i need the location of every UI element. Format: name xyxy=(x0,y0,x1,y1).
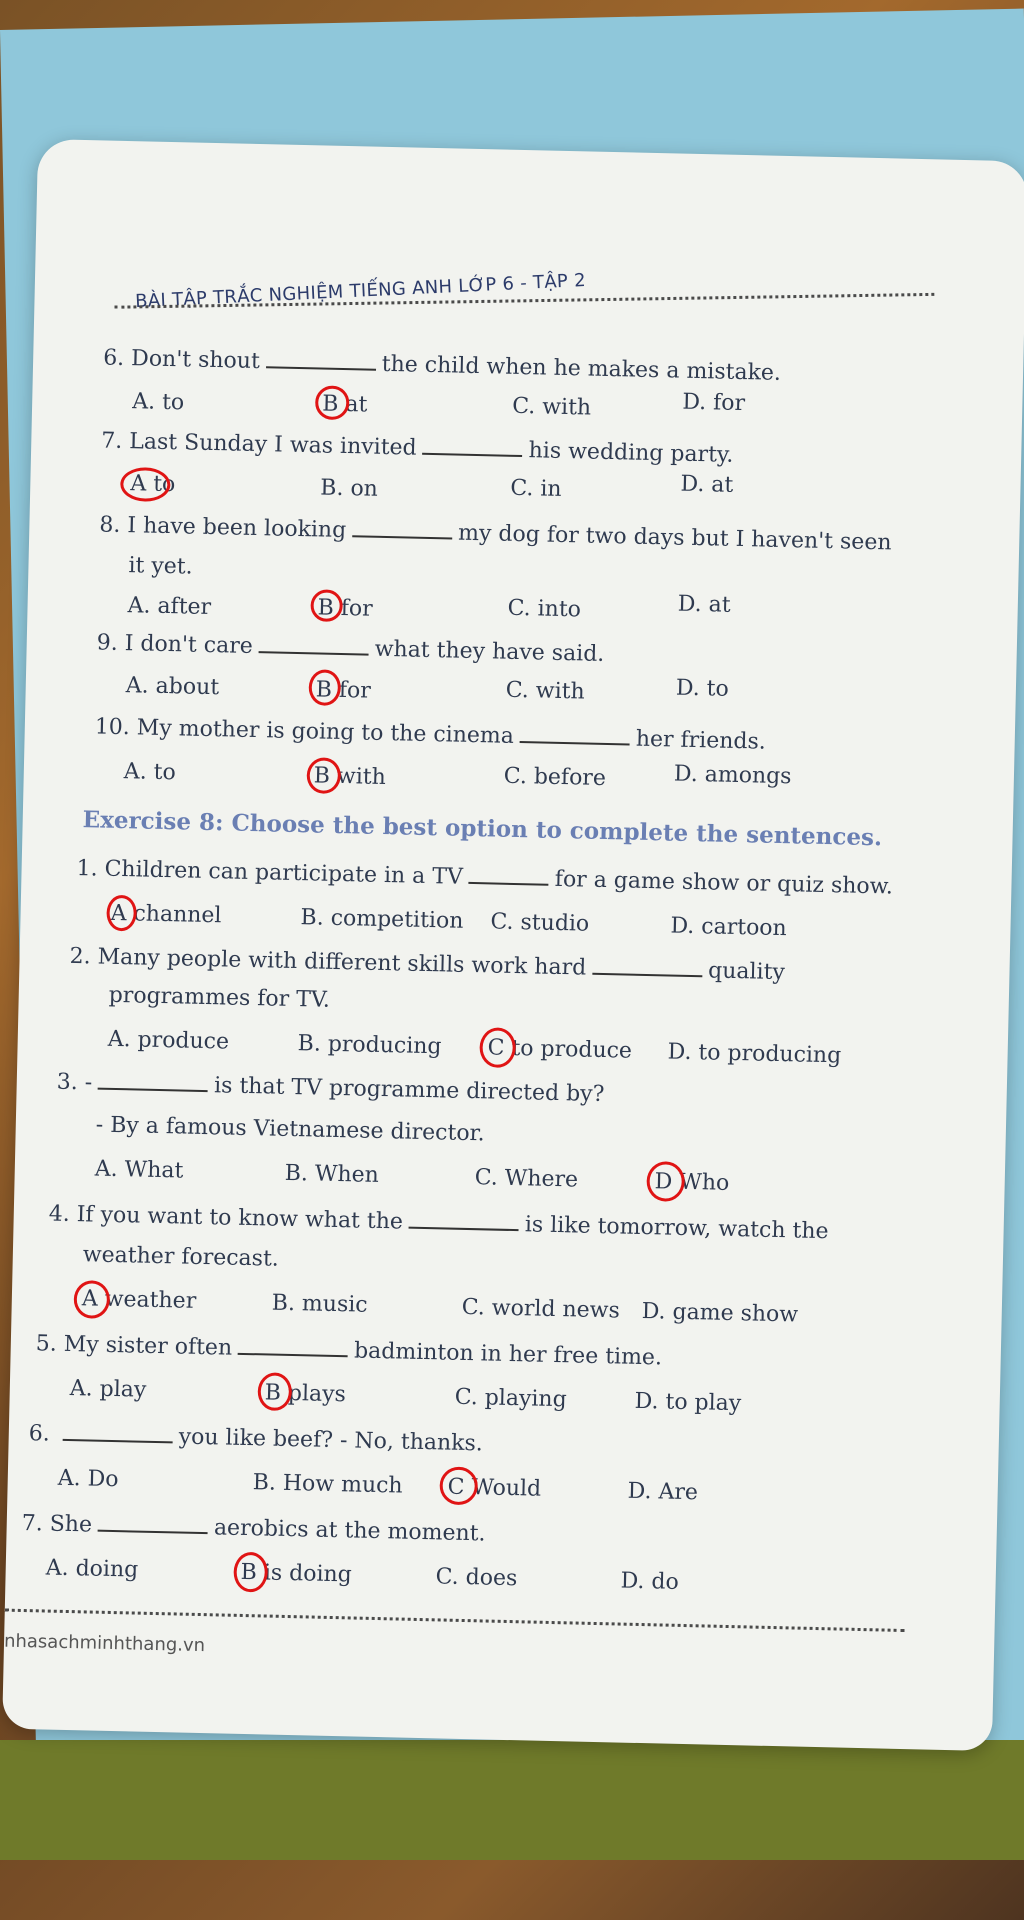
ex8-q1-option-d[interactable]: D. cartoon xyxy=(670,913,788,942)
ex8-question-3: 3. - is that TV programme directed by? xyxy=(56,1069,605,1108)
q9-option-a[interactable]: A. about xyxy=(125,673,220,701)
ex8-q4-option-d[interactable]: D. game show xyxy=(641,1298,799,1328)
ex8-question-1: 1. Children can participate in a TV for a game show or quiz show. xyxy=(76,856,894,900)
q8-option-b[interactable]: B for xyxy=(317,595,373,622)
ex8-q5-option-b[interactable]: B plays xyxy=(264,1380,347,1408)
q7-option-c[interactable]: C. in xyxy=(510,475,562,502)
ex8-q5-option-d[interactable]: D. to play xyxy=(634,1388,742,1417)
question-9: 9. I don't care what they have said. xyxy=(96,630,605,667)
q8-option-d[interactable]: D. at xyxy=(677,591,731,618)
ex8-q3-option-d[interactable]: D Who xyxy=(654,1169,730,1196)
ex8-question-3-continued: - By a famous Vietnamese director. xyxy=(95,1112,485,1147)
ex8-q6-option-d[interactable]: D. Are xyxy=(627,1478,699,1506)
q9-option-d[interactable]: D. to xyxy=(675,675,730,702)
ex8-question-5: 5. My sister often badminton in her free time. xyxy=(35,1331,663,1371)
q6-option-b[interactable]: B at xyxy=(321,391,368,418)
footer-url: nhasachminhthang.vn xyxy=(3,1630,206,1657)
ex8-q1-option-c[interactable]: C. studio xyxy=(490,909,590,937)
ex8-question-7: 7. She aerobics at the moment. xyxy=(21,1510,486,1547)
page-header: BÀI TẬP TRẮC NGHIỆM TIẾNG ANH LỚP 6 - TẬP 2 xyxy=(134,269,587,313)
q10-option-b[interactable]: B with xyxy=(313,763,387,791)
answer-circle xyxy=(646,1161,685,1202)
q8-option-c[interactable]: C. into xyxy=(507,595,582,623)
ex8-q4-option-b[interactable]: B. music xyxy=(271,1290,368,1318)
green-cloth xyxy=(0,1740,1024,1860)
ex8-q3-option-b[interactable]: B. When xyxy=(284,1160,380,1188)
ex8-q6-option-a[interactable]: A. Do xyxy=(57,1465,119,1493)
q6-option-d[interactable]: D. for xyxy=(682,389,746,417)
q10-option-c[interactable]: C. before xyxy=(503,763,607,792)
question-10: 10. My mother is going to the cinema her friends. xyxy=(94,714,767,755)
ex8-q1-option-a[interactable]: A channel xyxy=(110,900,222,929)
ex8-q2-option-b[interactable]: B. producing xyxy=(297,1031,442,1060)
question-8-continued: it yet. xyxy=(128,553,193,580)
ex8-q4-option-c[interactable]: C. world news xyxy=(461,1294,621,1324)
question-8: 8. I have been looking my dog for two days but I haven't seen xyxy=(99,512,892,556)
ex8-q3-option-a[interactable]: A. What xyxy=(94,1156,184,1184)
book-page xyxy=(2,139,1024,1751)
ex8-question-4: 4. If you want to know what the is like tomorrow, watch the xyxy=(48,1201,829,1245)
question-6: 6. Don't shout the child when he makes a mistake. xyxy=(102,345,782,386)
ex8-q6-option-c[interactable]: C Would xyxy=(447,1474,542,1502)
ex8-q7-option-d[interactable]: D. do xyxy=(620,1568,680,1595)
ex8-question-4-continued: weather forecast. xyxy=(82,1242,280,1272)
ex8-q6-option-b[interactable]: B. How much xyxy=(252,1470,403,1499)
ex8-question-6: 6. you like beef? - No, thanks. xyxy=(28,1421,484,1457)
ex8-q2-option-a[interactable]: A. produce xyxy=(107,1026,230,1055)
answer-circle xyxy=(233,1552,268,1593)
q6-option-c[interactable]: C. with xyxy=(511,393,592,421)
ex8-q1-option-b[interactable]: B. competition xyxy=(300,905,464,934)
q9-option-c[interactable]: C. with xyxy=(505,677,585,705)
q7-option-d[interactable]: D. at xyxy=(680,471,734,498)
question-7: 7. Last Sunday I was invited his wedding party. xyxy=(101,428,734,468)
ex8-q5-option-c[interactable]: C. playing xyxy=(454,1384,567,1413)
ex8-q3-option-c[interactable]: C. Where xyxy=(474,1165,579,1193)
exercise-title: Exercise 8: Choose the best option to complete the sentences. xyxy=(82,806,883,852)
q10-option-a[interactable]: A. to xyxy=(123,759,177,786)
q9-option-b[interactable]: B for xyxy=(315,677,372,704)
ex8-q5-option-a[interactable]: A. play xyxy=(69,1376,147,1403)
answer-circle xyxy=(73,1280,110,1319)
answer-circle xyxy=(479,1027,516,1068)
ex8-q7-option-b[interactable]: B is doing xyxy=(240,1559,353,1588)
q8-option-a[interactable]: A. after xyxy=(127,593,212,621)
q7-option-a[interactable]: A to xyxy=(130,471,176,498)
footer-divider xyxy=(5,1609,905,1632)
ex8-q2-option-c[interactable]: C to produce xyxy=(487,1035,633,1064)
ex8-question-2-continued: programmes for TV. xyxy=(108,982,331,1013)
q10-option-d[interactable]: D. amongs xyxy=(673,761,792,790)
ex8-q4-option-a[interactable]: A weather xyxy=(81,1286,197,1314)
ex8-q2-option-d[interactable]: D. to producing xyxy=(667,1039,842,1069)
ex8-q7-option-c[interactable]: C. does xyxy=(435,1564,518,1592)
ex8-question-2: 2. Many people with different skills work hard quality xyxy=(69,943,786,986)
q7-option-b[interactable]: B. on xyxy=(320,475,379,502)
q6-option-a[interactable]: A. to xyxy=(131,389,185,416)
ex8-q7-option-a[interactable]: A. doing xyxy=(45,1555,139,1583)
